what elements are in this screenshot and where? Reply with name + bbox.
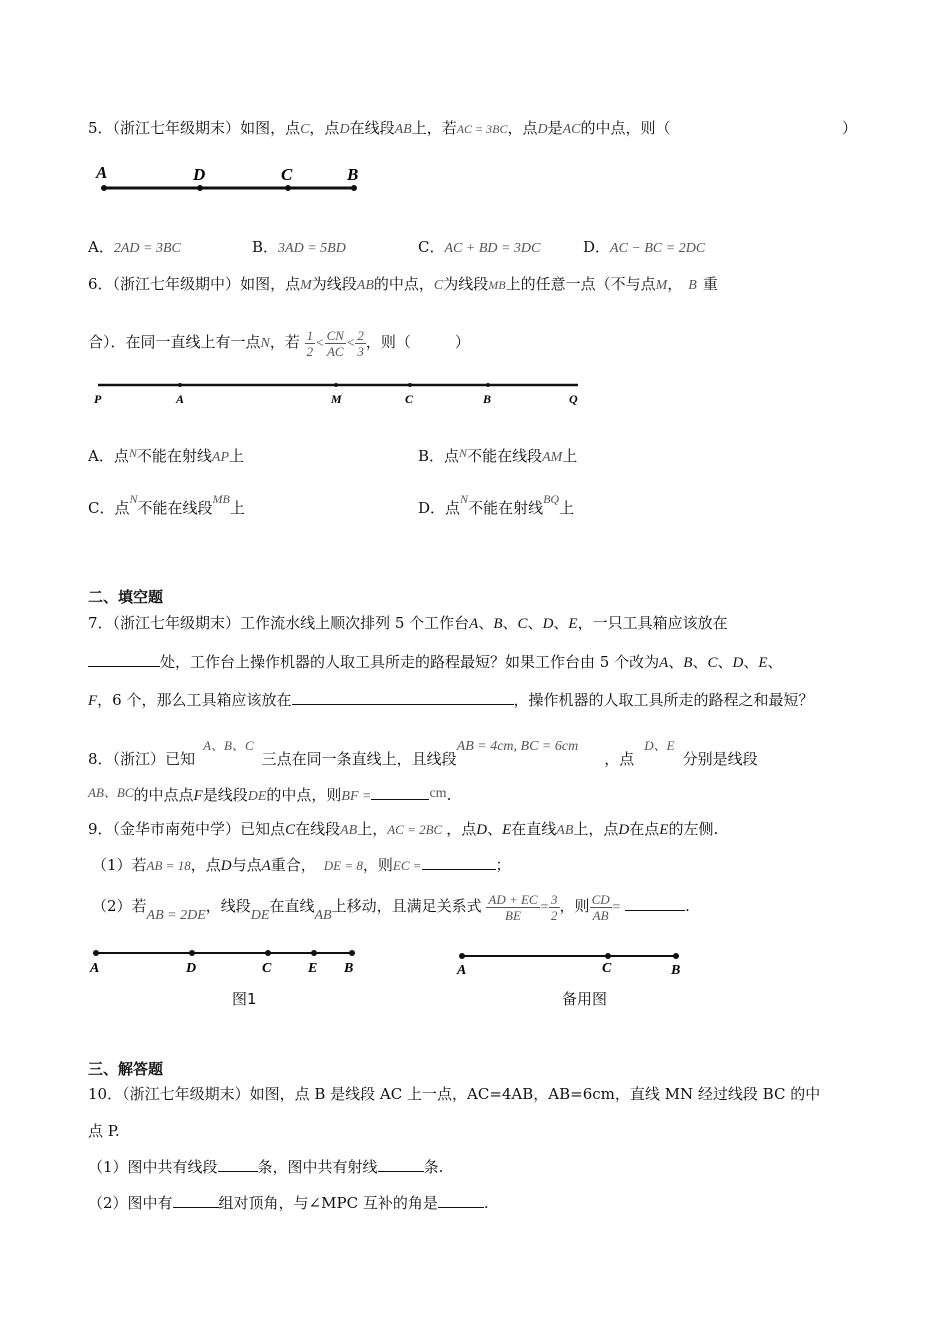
text: 、 xyxy=(668,653,684,671)
label-a: A xyxy=(176,392,185,406)
label-c: C xyxy=(262,961,272,976)
fraction-one-half xyxy=(305,328,316,359)
math: DE = 8 xyxy=(323,858,363,873)
math: AB = 2DE xyxy=(146,908,206,923)
math: AB xyxy=(556,823,574,838)
math: AB = 4cm, BC = 6cm xyxy=(456,739,579,754)
label-b: B xyxy=(483,392,492,406)
math: A xyxy=(659,655,669,671)
question-number: 9． xyxy=(88,820,113,838)
text: 分别是线段 xyxy=(682,750,758,768)
answer-blank[interactable] xyxy=(625,894,685,911)
label-e: E xyxy=(308,961,318,976)
point-a xyxy=(459,953,465,959)
answer-blank[interactable] xyxy=(88,650,160,667)
text: ， xyxy=(667,275,683,293)
fraction-three-halves xyxy=(549,892,560,923)
text: 如图，点 xyxy=(240,275,301,293)
option-letter: D． xyxy=(583,238,611,256)
point-c xyxy=(408,383,412,387)
denominator: 2 xyxy=(551,907,558,923)
q6-stem-line2 xyxy=(88,322,470,364)
text: 与点 xyxy=(231,856,262,874)
math: M xyxy=(300,278,312,293)
math: E xyxy=(568,616,578,632)
text: 上的任意一点（不与点 xyxy=(505,275,656,293)
q6-option-b[interactable] xyxy=(418,442,577,469)
text: 的左侧. xyxy=(668,820,719,838)
point-d xyxy=(189,950,195,956)
text: 已知 xyxy=(165,750,196,768)
text: 组对顶角，与∠MPC 互补的角是 xyxy=(218,1194,438,1212)
point-d xyxy=(197,185,203,191)
numerator: CN xyxy=(326,327,344,343)
math: D xyxy=(542,616,554,632)
text: 重 xyxy=(702,275,718,293)
answer-blank[interactable] xyxy=(218,1155,258,1172)
text: 工作流水线上顺次排列 5 个工作台 xyxy=(240,614,470,632)
point-a xyxy=(93,950,99,956)
text: 不能在线段 xyxy=(467,447,543,465)
text: 为线段 xyxy=(443,275,489,293)
label-a: A xyxy=(90,961,100,976)
math: N xyxy=(260,336,270,351)
text: 是 xyxy=(547,119,563,137)
label-a: A xyxy=(96,163,108,182)
text: ，则 xyxy=(559,897,590,915)
text: 点 xyxy=(113,447,129,465)
section-title-fill-in: 二、填空题 xyxy=(88,588,164,606)
point-b xyxy=(673,953,679,959)
text: （2）图中有 xyxy=(88,1194,173,1212)
text: 在直线 xyxy=(511,820,557,838)
option-expr: 3AD = 5BD xyxy=(278,241,346,256)
math: E xyxy=(758,655,768,671)
text: 、 xyxy=(767,653,783,671)
option-expr: 2AD = 3BC xyxy=(113,241,181,256)
text: 的中点， xyxy=(373,275,434,293)
text: 、 xyxy=(527,614,543,632)
text: 在点 xyxy=(629,820,660,838)
text: . xyxy=(446,786,452,804)
label-b: B xyxy=(671,963,681,978)
point-m xyxy=(334,383,338,387)
text: 上 xyxy=(229,499,245,517)
fraction-ad-ec-over-be xyxy=(486,892,539,923)
question-number: 8． xyxy=(88,750,113,768)
text: 条. xyxy=(423,1158,444,1176)
label-m: M xyxy=(331,392,342,406)
fraction-two-thirds xyxy=(355,328,366,359)
q6-stem-line1 xyxy=(88,273,718,297)
fraction-cn-ac xyxy=(325,328,346,359)
math: D xyxy=(339,122,350,137)
text: 、 xyxy=(692,653,708,671)
math: B xyxy=(683,655,693,671)
math: BQ xyxy=(543,492,560,506)
option-letter: C． xyxy=(88,499,115,517)
label-d: D xyxy=(186,961,197,976)
answer-blank[interactable] xyxy=(438,1191,484,1208)
point-c xyxy=(605,953,611,959)
question-number: 10． xyxy=(88,1085,123,1103)
q7-line2 xyxy=(88,650,783,674)
denominator: AC xyxy=(326,343,344,359)
math: AC = 2BC xyxy=(387,822,443,837)
math: BF = xyxy=(341,789,372,804)
option-letter: D． xyxy=(418,499,446,517)
text: 在线段 xyxy=(349,119,395,137)
math: C xyxy=(285,822,296,838)
math: C xyxy=(300,122,310,137)
question-source: （浙江） xyxy=(112,750,166,768)
math: AM xyxy=(542,450,563,465)
text: 三点在同一条直线上，且线段 xyxy=(261,750,457,768)
denominator: 3 xyxy=(357,343,364,359)
text: 上 xyxy=(559,499,575,517)
q8-line1 xyxy=(88,735,758,770)
answer-blank[interactable] xyxy=(378,1155,424,1172)
label-c: C xyxy=(405,392,414,406)
numerator: CD xyxy=(591,891,610,907)
text: 是线段 xyxy=(202,786,248,804)
math: AP xyxy=(211,450,229,465)
text: 上 xyxy=(229,447,245,465)
unit: cm xyxy=(429,786,447,801)
point-b xyxy=(351,185,357,191)
q6-option-c[interactable] xyxy=(88,488,245,519)
math: D xyxy=(537,122,548,137)
math: EC = xyxy=(392,858,422,873)
label-q: Q xyxy=(569,392,578,406)
math: A xyxy=(469,616,479,632)
q6-figure xyxy=(90,376,590,412)
math: E xyxy=(502,822,512,838)
text: 不能在线段 xyxy=(137,499,213,517)
text: 的中点，则（ xyxy=(580,119,671,137)
part-label: （1）若 xyxy=(92,856,147,874)
question-number: 5． xyxy=(88,119,113,137)
text: 的中点，则 xyxy=(266,786,342,804)
point-a xyxy=(178,383,182,387)
math: MB xyxy=(212,492,230,506)
text: ，点 xyxy=(604,750,635,768)
q9-part2 xyxy=(92,886,690,936)
point-a xyxy=(101,185,107,191)
option-letter: A． xyxy=(88,238,114,256)
text: 点 xyxy=(444,447,460,465)
question-source: （浙江七年级期中） xyxy=(112,275,241,293)
point-e xyxy=(311,950,317,956)
label-c: C xyxy=(602,961,612,976)
q6-option-a[interactable] xyxy=(88,442,244,469)
text: 不能在射线 xyxy=(468,499,544,517)
q8-line2 xyxy=(88,782,451,808)
text: 在线段 xyxy=(295,820,341,838)
spare-figure-caption: 备用图 xyxy=(562,990,608,1008)
math: < xyxy=(345,336,356,351)
q10-part1 xyxy=(88,1155,443,1178)
math: AB xyxy=(314,908,332,923)
text: 、 xyxy=(717,653,733,671)
math: D xyxy=(220,858,232,874)
question-source: （浙江七年级期末） xyxy=(122,1085,250,1103)
math: = xyxy=(539,900,550,915)
numerator: 2 xyxy=(357,327,364,343)
text: . xyxy=(685,897,690,915)
text: 不能在射线 xyxy=(136,447,212,465)
option-expr: AC + BD = 3DC xyxy=(444,241,541,256)
math: N xyxy=(459,446,468,460)
text: 合）．在同一直线上有一点 xyxy=(88,333,261,351)
answer-blank[interactable] xyxy=(173,1191,219,1208)
text: ，线段 xyxy=(205,897,251,915)
math: A xyxy=(261,858,271,874)
math: M xyxy=(655,278,668,293)
option-letter: A． xyxy=(88,447,114,465)
question-source: （金华市南苑中学） xyxy=(112,820,241,838)
q5-close-paren: ） xyxy=(842,119,858,137)
denominator: 2 xyxy=(306,343,314,359)
point-c xyxy=(265,950,271,956)
text: ，若 xyxy=(269,333,300,351)
text: ； xyxy=(495,856,511,874)
text: 上 xyxy=(562,447,578,465)
text: 点 xyxy=(114,499,130,517)
label-c: C xyxy=(281,165,293,184)
text: ，点 xyxy=(309,119,340,137)
text: ，点 xyxy=(507,119,538,137)
q7-line1 xyxy=(88,612,728,635)
answer-blank[interactable] xyxy=(292,688,514,705)
option-letter: C． xyxy=(418,238,445,256)
math: = xyxy=(611,900,622,915)
math: AB xyxy=(356,278,374,293)
option-letter: B． xyxy=(252,238,279,256)
math: B xyxy=(688,278,697,293)
question-number: 7． xyxy=(88,614,113,632)
figure-1-caption: 图1 xyxy=(232,990,257,1008)
q10-part2 xyxy=(88,1191,489,1214)
q9-figure-spare xyxy=(452,946,692,980)
q5-stem xyxy=(88,117,671,141)
q9-figure-1 xyxy=(86,944,376,978)
text: ，则 xyxy=(362,856,393,874)
label-d: D xyxy=(193,165,206,184)
point-c xyxy=(285,185,291,191)
fraction-cd-over-ab xyxy=(590,892,612,923)
math: < xyxy=(315,336,325,351)
text: 在直线 xyxy=(269,897,315,915)
text: （1）图中共有线段 xyxy=(88,1158,218,1176)
option-expr: AC − BC = 2DC xyxy=(610,241,706,256)
label-p: P xyxy=(94,392,102,406)
math: AB、BC xyxy=(88,785,134,800)
numerator: 3 xyxy=(551,891,558,907)
point-b xyxy=(349,950,355,956)
denominator: BE xyxy=(505,907,521,923)
math: AB xyxy=(340,823,358,838)
math: AC xyxy=(562,122,581,137)
text: ，点 xyxy=(190,856,221,874)
part-label: （2）若 xyxy=(92,897,147,915)
math: F xyxy=(88,693,98,709)
text: ，则（ xyxy=(365,333,411,351)
q7-line3 xyxy=(88,688,814,712)
math: N xyxy=(129,492,138,506)
text: ，操作机器的人取工具所走的路程之和最短？ xyxy=(513,691,814,709)
answer-blank[interactable] xyxy=(422,853,496,870)
text: 、 xyxy=(553,614,569,632)
label-b: B xyxy=(344,961,354,976)
math: AB = 18 xyxy=(146,858,191,873)
q5-option-b[interactable] xyxy=(252,236,346,260)
text: 重合， xyxy=(270,856,316,874)
answer-blank[interactable] xyxy=(371,783,429,800)
q10-line2: 点 P. xyxy=(88,1122,120,1140)
q10-line1 xyxy=(88,1083,820,1105)
denominator: AB xyxy=(592,907,609,923)
math: AC = 3BC xyxy=(456,122,508,136)
q5-option-c[interactable] xyxy=(418,236,540,260)
text: ） xyxy=(454,333,470,351)
math: F xyxy=(193,788,203,804)
q5-option-d[interactable] xyxy=(583,236,705,260)
text: 、 xyxy=(502,614,518,632)
text: ，6 个，那么工具箱应该放在 xyxy=(97,691,292,709)
option-letter: B． xyxy=(418,447,445,465)
text: 条，图中共有射线 xyxy=(257,1158,378,1176)
q6-option-d[interactable] xyxy=(418,488,574,519)
math: D xyxy=(618,822,630,838)
text: 的中点点 xyxy=(133,786,194,804)
label-a: A xyxy=(457,963,467,978)
text: 上， xyxy=(357,820,388,838)
text: ，点 xyxy=(446,820,477,838)
q5-figure xyxy=(90,160,370,200)
text: 、 xyxy=(743,653,759,671)
text: 为线段 xyxy=(311,275,357,293)
text: 如图，点 B 是线段 AC 上一点，AC=4AB，AB=6cm，直线 MN 经过线段 BC 的中 xyxy=(249,1085,821,1103)
q9-stem xyxy=(88,818,718,842)
question-source: （浙江七年级期末） xyxy=(112,614,241,632)
math: D xyxy=(476,822,488,838)
math: B xyxy=(493,616,503,632)
numerator: AD + EC xyxy=(488,891,538,907)
text: 点 xyxy=(445,499,461,517)
text: 上，点 xyxy=(573,820,619,838)
text: . xyxy=(483,1194,489,1212)
q9-part1 xyxy=(92,853,511,877)
math: DE xyxy=(250,908,270,923)
text: 、 xyxy=(487,820,503,838)
text: 、 xyxy=(478,614,494,632)
label-b: B xyxy=(347,165,359,184)
math: C xyxy=(517,616,528,632)
math: N xyxy=(128,446,137,460)
question-number: 6． xyxy=(88,275,113,293)
point-b xyxy=(486,383,490,387)
q5-option-a[interactable] xyxy=(88,236,181,260)
section-title-solutions: 三、解答题 xyxy=(88,1060,164,1078)
math: N xyxy=(460,492,469,506)
numerator: 1 xyxy=(306,327,314,343)
math: C xyxy=(433,278,444,293)
math: C xyxy=(707,655,718,671)
math: D xyxy=(732,655,744,671)
math: E xyxy=(659,822,669,838)
math: MB xyxy=(488,278,506,292)
text: 上移动，且满足关系式 xyxy=(331,897,482,915)
math: DE xyxy=(247,789,267,804)
text: 处，工作台上操作机器的人取工具所走的路程最短？如果工作台由 5 个改为 xyxy=(160,653,660,671)
text: 已知点 xyxy=(240,820,286,838)
math: A、B、C xyxy=(203,738,254,753)
question-source: （浙江七年级期末） xyxy=(112,119,241,137)
math: AB xyxy=(394,122,412,137)
text: ，一只工具箱应该放在 xyxy=(577,614,728,632)
text: 上，若 xyxy=(411,119,457,137)
math: D、E xyxy=(644,738,675,753)
text: 如图，点 xyxy=(240,119,301,137)
